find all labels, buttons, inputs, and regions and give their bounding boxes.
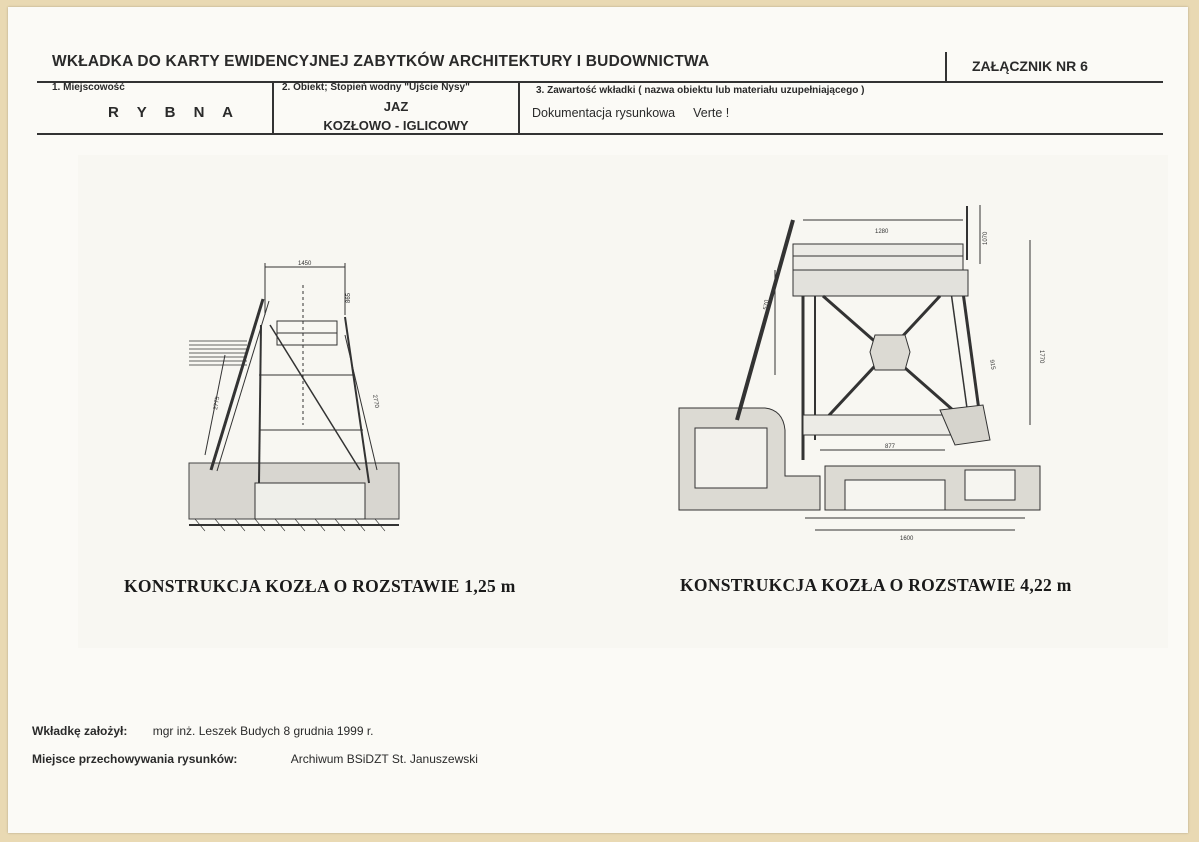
place-label: 1. Miejscowość [52, 82, 125, 93]
right-dim-pin: 1070 [983, 231, 989, 245]
author-value: mgr inż. Leszek Budych 8 grudnia 1999 r. [152, 724, 374, 738]
right-dim-height: 1770 [1038, 350, 1044, 364]
storage-row [32, 752, 478, 766]
document-title: WKŁADKA DO KARTY EWIDENCYJNEJ ZABYTKÓW ARCHITEKTURY I BUDOWNICTWA [52, 53, 710, 70]
left-dim-width: 1450 [298, 261, 312, 267]
left-dim-frame: 2770 [371, 394, 380, 409]
object-name-line-2: KOZŁOWO - IGLICOWY [323, 118, 469, 133]
right-trestle-drawing [675, 200, 1045, 545]
left-trestle-drawing [185, 255, 410, 535]
right-dim-needle: 570 [763, 299, 771, 311]
header-rule-bottom [37, 133, 1163, 135]
right-dim-top: 1280 [875, 229, 889, 235]
content-label: 3. Zawartość wkładki ( nazwa obiektu lub materiału uzupełniającego ) [536, 85, 865, 96]
object-name-line-1: JAZ [383, 99, 409, 114]
place-value: R Y B N A [108, 104, 240, 121]
left-dim-top: 865 [346, 292, 352, 303]
right-dim-base: 1600 [900, 536, 914, 542]
left-dim-needle: 2775 [213, 396, 222, 411]
author-label: Wkładkę założył: [32, 724, 128, 738]
header-rule-top [37, 81, 1163, 83]
left-caption: KONSTRUKCJA KOZŁA O ROZSTAWIE 1,25 m [124, 576, 516, 596]
divider [945, 52, 947, 82]
object-label: 2. Obiekt; Stopień wodny "Ujście Nysy" [282, 82, 470, 93]
content-value [532, 106, 729, 120]
right-caption: KONSTRUKCJA KOZŁA O ROZSTAWIE 4,22 m [680, 575, 1072, 595]
storage-label: Miejsce przechowywania rysunków: [32, 752, 238, 766]
content-value-text: Dokumentacja rysunkowa [532, 106, 676, 120]
storage-value: Archiwum BSiDZT St. Januszewski [290, 752, 478, 766]
annex-number: ZAŁĄCZNIK NR 6 [972, 58, 1088, 74]
right-dim-brace: 915 [988, 359, 996, 371]
content-note: Verte ! [693, 106, 730, 120]
author-row [32, 724, 374, 738]
right-dim-bottom: 877 [885, 444, 896, 450]
